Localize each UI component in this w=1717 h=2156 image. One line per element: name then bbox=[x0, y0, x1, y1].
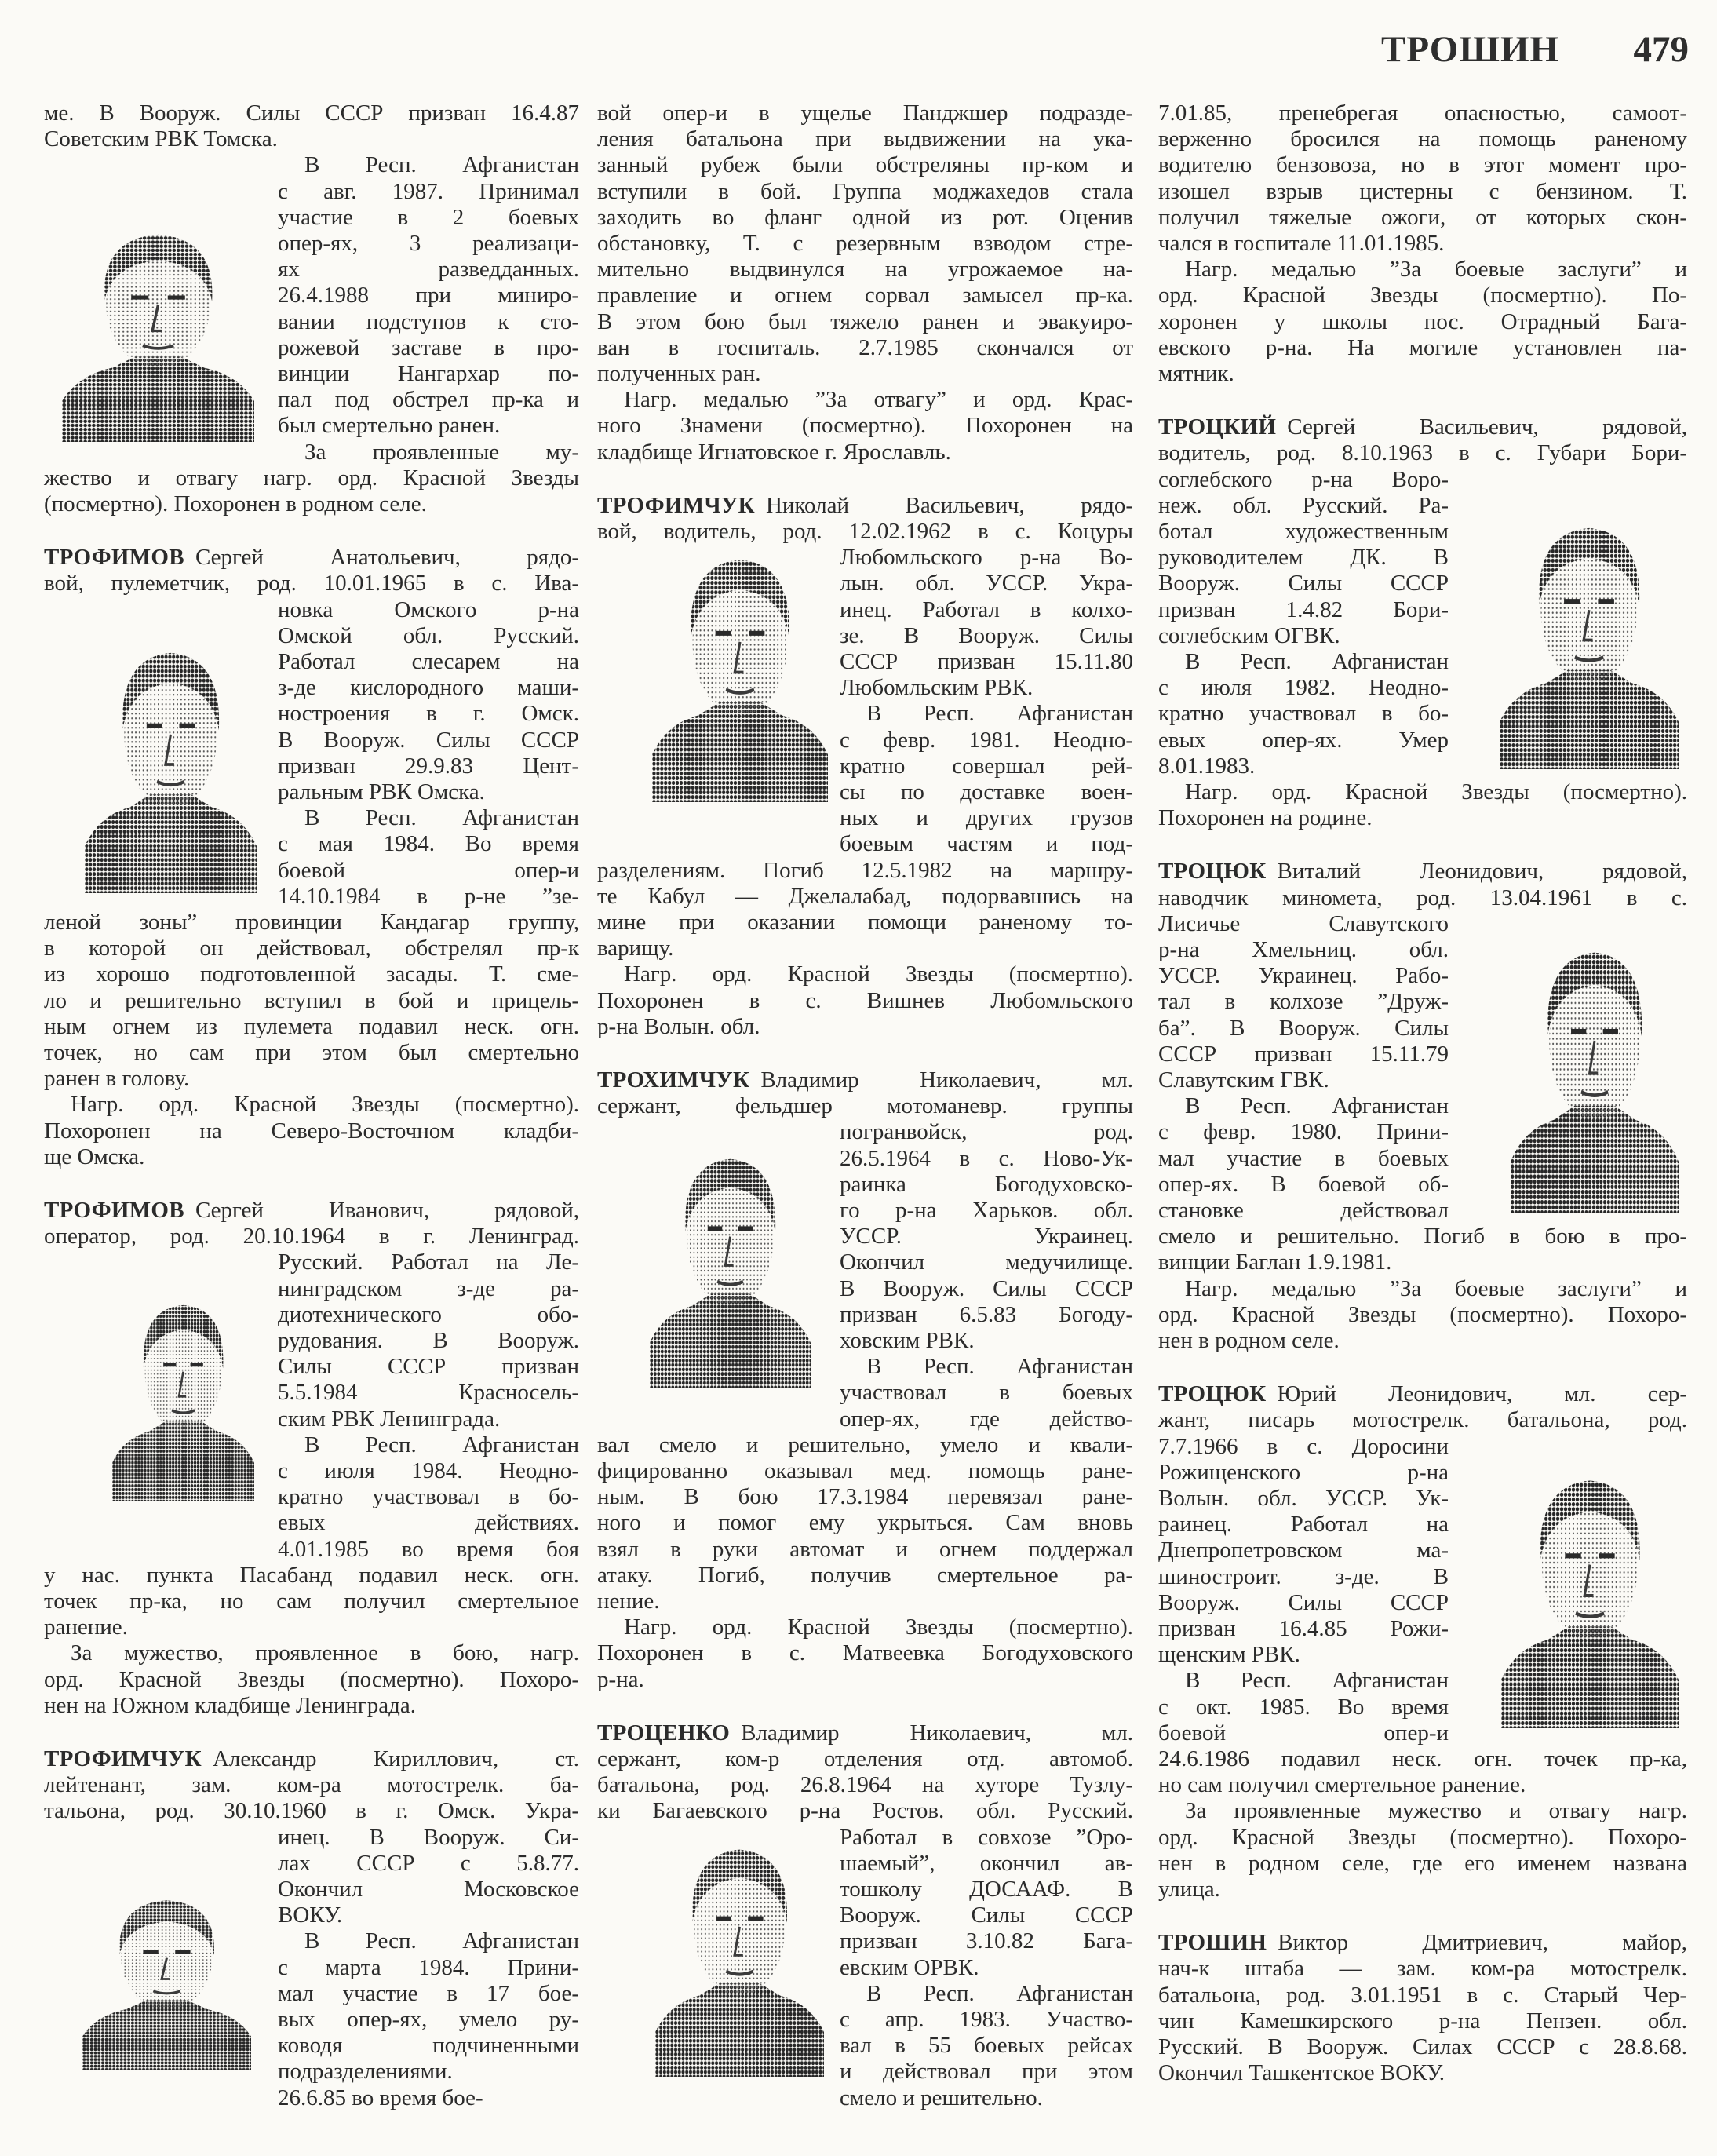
text-line: раинка Богодуховско- bbox=[840, 1171, 1133, 1197]
text-line: 26.4.1988 при миниро- bbox=[278, 283, 579, 308]
text-line: В Вооруж. Силы СССР bbox=[840, 1275, 1133, 1301]
text-line: вых опер-ях, умело ру- bbox=[278, 2007, 579, 2032]
text-line: соглебского р-на Воро- bbox=[1158, 466, 1449, 492]
text-line: улица. bbox=[1158, 1877, 1220, 1902]
text-line: 24.6.1986 подавил неск. огн. точек пр-ка, bbox=[1158, 1746, 1687, 1771]
text-line: шаемый”, окончил ав- bbox=[840, 1850, 1133, 1876]
entry-heading-line bbox=[597, 1720, 1133, 1746]
text-line: инец. Работал в колхо- bbox=[840, 596, 1133, 622]
text-line: 8.01.1983. bbox=[1158, 753, 1256, 779]
word: рядовой, bbox=[1602, 859, 1687, 885]
text-line: рожевой заставе в про- bbox=[278, 334, 579, 360]
text-line: те Кабул — Джелалабад, подорвавшись на bbox=[597, 883, 1133, 909]
entry-surname: ТРОЦЮК bbox=[1158, 1381, 1267, 1407]
word: Леонидович, bbox=[1388, 1381, 1513, 1407]
text-line: Днепропетровском ма- bbox=[1158, 1538, 1449, 1563]
text-line: евским ОРВК. bbox=[840, 1954, 979, 1980]
text-line: инец. В Вооруж. Си- bbox=[278, 1824, 579, 1850]
text-line: лын. обл. УССР. Укра- bbox=[840, 571, 1133, 596]
text-line: ным огнем из пулемета подавил неск. огн. bbox=[44, 1013, 579, 1039]
text-line: занный рубеж были обстреляны пр-ком и bbox=[597, 152, 1133, 178]
word: Сергей bbox=[1287, 414, 1356, 440]
text-line: ме. В Вооруж. Силы СССР призван 16.4.87 bbox=[44, 100, 579, 126]
word: Сергей bbox=[195, 1198, 264, 1223]
text-line: Нагр. медалью ”За отвагу” и орд. Крас- bbox=[624, 387, 1133, 413]
word: сер- bbox=[1647, 1381, 1687, 1407]
text-line: получил тяжелые ожоги, от которых скон- bbox=[1158, 204, 1687, 230]
text-line: опер-ях, 3 реализаци- bbox=[278, 231, 579, 256]
text-line: с марта 1984. Прини- bbox=[278, 1954, 579, 1980]
portrait-photo bbox=[1511, 934, 1679, 1213]
text-line: с июля 1984. Неодно- bbox=[278, 1458, 579, 1483]
text-line: ления батальона при выдвижении на ука- bbox=[597, 126, 1133, 152]
text-line: кратно участвовал в бо- bbox=[1158, 701, 1449, 727]
text-line: СССР призван 15.11.80 bbox=[840, 649, 1133, 674]
text-line: Силы СССР призван bbox=[278, 1354, 579, 1380]
text-line: Похоронен на родине. bbox=[1158, 805, 1373, 831]
text-line: орд. Красной Звезды (посмертно). По- bbox=[1158, 283, 1687, 308]
text-line: Похоронен в с. Матвеевка Богодуховского bbox=[597, 1640, 1133, 1666]
text-line: ях разведданных. bbox=[278, 257, 579, 283]
text-line: участвовал в боевых bbox=[840, 1380, 1133, 1406]
text-line: и действовал при этом bbox=[840, 2059, 1133, 2085]
word: Виктор bbox=[1278, 1930, 1349, 1956]
text-line: го р-на Харьков. обл. bbox=[840, 1198, 1133, 1223]
text-line: нение. bbox=[597, 1589, 660, 1614]
text-line: хоронен у школы пос. Отрадный Бага- bbox=[1158, 308, 1687, 334]
text-line: вал в 55 боевых рейсах bbox=[840, 2033, 1133, 2059]
text-line: орд. Красной Звезды (посмертно). Похоро- bbox=[1158, 1301, 1687, 1327]
entry-text bbox=[741, 1720, 1133, 1746]
word: Юрий bbox=[1277, 1381, 1336, 1407]
text-line: УССР. Украинец. Рабо- bbox=[1158, 963, 1449, 989]
entry-heading-line bbox=[597, 1067, 1133, 1093]
text-line: За проявленные мужество и отвагу нагр. bbox=[1185, 1798, 1687, 1824]
text-line: Окончил Московское bbox=[278, 1877, 579, 1902]
text-line: жант, писарь мотострелк. батальона, род. bbox=[1158, 1407, 1687, 1433]
text-line: В Респ. Афганистан bbox=[1185, 649, 1449, 674]
text-line: соглебским ОГВК. bbox=[1158, 622, 1340, 648]
text-line: ностроения в г. Омск. bbox=[278, 701, 579, 727]
text-line: Нагр. орд. Красной Звезды (посмертно). bbox=[624, 1614, 1133, 1640]
text-line: В Респ. Афганистан bbox=[1185, 1093, 1449, 1119]
entry-heading-line bbox=[1158, 1381, 1687, 1407]
text-line: винции Баглан 1.9.1981. bbox=[1158, 1249, 1392, 1275]
entry-text bbox=[1278, 1930, 1687, 1956]
word: Анатольевич, bbox=[330, 545, 461, 571]
text-line: боевой опер-и bbox=[1158, 1720, 1449, 1746]
portrait-photo bbox=[112, 1291, 254, 1501]
text-line: смело и решительно. Погиб в бою в про- bbox=[1158, 1224, 1687, 1249]
text-line: Русский. В Вооруж. Силах СССР с 28.8.68. bbox=[1158, 2034, 1687, 2059]
text-line: нач-к штаба — зам. ком-ра мотострелк. bbox=[1158, 1956, 1687, 1982]
word: Васильевич, bbox=[1419, 414, 1539, 440]
text-line: Советским РВК Томска. bbox=[44, 126, 278, 152]
text-line: Любомльским РВК. bbox=[840, 675, 1033, 701]
text-line: орд. Красной Звезды (посмертно). Похоро- bbox=[1158, 1824, 1687, 1850]
text-line: 4.01.1985 во время боя bbox=[278, 1536, 579, 1562]
word: Виталий bbox=[1277, 859, 1362, 885]
portrait-photo bbox=[652, 542, 828, 802]
text-line: неж. обл. Русский. Ра- bbox=[1158, 492, 1449, 518]
entry-heading-line bbox=[44, 1198, 579, 1224]
text-line: УССР. Украинец. bbox=[840, 1224, 1133, 1249]
text-line: ботал художественным bbox=[1158, 519, 1449, 544]
text-line: с февр. 1980. Прини- bbox=[1158, 1119, 1449, 1145]
text-line: За проявленные му- bbox=[304, 439, 579, 465]
entry-surname: ТРОФИМЧУК bbox=[44, 1746, 202, 1771]
text-line: СССР призван 15.11.79 bbox=[1158, 1041, 1449, 1067]
text-line: лейтенант, зам. ком-ра мотострелк. ба- bbox=[44, 1772, 579, 1798]
text-line: правление и огнем сорвал замысел пр-ка. bbox=[597, 283, 1133, 308]
text-line: вой опер-и в ущелье Панджшер подразде- bbox=[597, 100, 1133, 126]
text-line: подразделениями. bbox=[278, 2059, 453, 2085]
text-line: заходить во фланг одной из рот. Оценив bbox=[597, 204, 1133, 230]
text-line: ки Багаевского р-на Ростов. обл. Русский. bbox=[597, 1798, 1133, 1824]
text-line: боевой опер-и bbox=[278, 857, 579, 883]
entry-heading-line bbox=[1158, 414, 1687, 440]
text-line: Рожищенского р-на bbox=[1158, 1459, 1449, 1485]
text-line: В этом бою был тяжело ранен и эвакуиро- bbox=[597, 308, 1133, 334]
text-line: оператор, род. 20.10.1964 в г. Ленинград. bbox=[44, 1224, 579, 1249]
text-line: но сам получил смертельное ранение. bbox=[1158, 1772, 1526, 1798]
text-line: фицированно оказывал мед. помощь ране- bbox=[597, 1458, 1133, 1483]
text-line: ководя подчиненными bbox=[278, 2033, 579, 2059]
entry-text bbox=[195, 1198, 579, 1224]
word: Николай bbox=[765, 492, 849, 518]
text-line: мал участие в боевых bbox=[1158, 1145, 1449, 1171]
text-line: с мая 1984. Во время bbox=[278, 831, 579, 857]
entry-surname: ТРОЦЮК bbox=[1158, 859, 1267, 885]
text-line: ральным РВК Омска. bbox=[278, 779, 485, 804]
text-line: ных и других грузов bbox=[840, 805, 1133, 831]
portrait-photo bbox=[82, 1888, 251, 2070]
text-line: В Вооруж. Силы СССР bbox=[278, 727, 579, 753]
entry-surname: ТРОФИМОВ bbox=[44, 545, 184, 571]
text-line: Волын. обл. УССР. Ук- bbox=[1158, 1486, 1449, 1511]
text-line: ло и решительно вступил в бой и прицель- bbox=[44, 987, 579, 1013]
text-line: полученных ран. bbox=[597, 361, 761, 386]
word: мл. bbox=[1101, 1720, 1133, 1746]
portrait-photo bbox=[1500, 511, 1679, 769]
text-line: щенским РВК. bbox=[1158, 1642, 1300, 1668]
text-line: Русский. Работал на Ле- bbox=[278, 1249, 579, 1275]
text-line: В Респ. Афганистан bbox=[866, 1354, 1133, 1380]
text-line: точек пр-ка, но сам получил смертельное bbox=[44, 1589, 579, 1614]
text-line: зе. В Вооруж. Силы bbox=[840, 622, 1133, 648]
text-line: вании подступов к сто- bbox=[278, 308, 579, 334]
text-line: кладбище Игнатовское г. Ярославль. bbox=[597, 439, 951, 465]
text-line: Окончил Ташкентское ВОКУ. bbox=[1158, 2060, 1445, 2086]
portrait-photo bbox=[655, 1833, 824, 2077]
text-line: нинградском з-де ра- bbox=[278, 1275, 579, 1301]
text-line: наводчик миномета, род. 13.04.1961 в с. bbox=[1158, 885, 1687, 910]
text-line: мал участие в 17 бое- bbox=[278, 1980, 579, 2006]
text-line: В Респ. Афганистан bbox=[304, 805, 579, 831]
text-line: Вооруж. Силы СССР bbox=[1158, 1589, 1449, 1615]
text-line: ранен в голову. bbox=[44, 1066, 190, 1092]
entry-text bbox=[766, 493, 1133, 519]
portrait-photo bbox=[1501, 1463, 1679, 1728]
text-line: вал смело и решительно, умело и квали- bbox=[597, 1432, 1133, 1457]
text-line: Вооруж. Силы СССР bbox=[840, 1902, 1133, 1928]
text-line: призван 29.9.83 Цент- bbox=[278, 753, 579, 779]
text-line: был смертельно ранен. bbox=[278, 413, 501, 439]
entry-surname: ТРОЦЕНКО bbox=[597, 1720, 731, 1746]
entry-text bbox=[760, 1067, 1133, 1093]
entry-surname: ТРОЦКИЙ bbox=[1158, 414, 1277, 440]
entry-surname: ТРОФИМЧУК bbox=[597, 492, 755, 518]
word: Александр bbox=[212, 1746, 317, 1771]
text-line: тал в колхозе ”Друж- bbox=[1158, 989, 1449, 1015]
word: майор, bbox=[1622, 1930, 1687, 1956]
word: Николаевич, bbox=[920, 1067, 1041, 1093]
text-line: Нагр. медалью ”За боевые заслуги” и bbox=[1185, 257, 1687, 283]
text-line: В Респ. Афганистан bbox=[866, 701, 1133, 727]
text-line: точек, но сам при этом был смертельно bbox=[44, 1040, 579, 1065]
text-line: Работал слесарем на bbox=[278, 649, 579, 674]
portrait-photo bbox=[62, 220, 254, 442]
text-line: нен на Южном кладбище Ленинграда. bbox=[44, 1692, 417, 1718]
text-line: разделениям. Погиб 12.5.1982 на маршру- bbox=[597, 857, 1133, 883]
text-line: кратно участвовал в бо- bbox=[278, 1484, 579, 1510]
text-line: кратно совершал рей- bbox=[840, 753, 1133, 779]
text-line: Омской обл. Русский. bbox=[278, 622, 579, 648]
text-line: вступили в бой. Группа моджахедов стала bbox=[597, 178, 1133, 204]
entry-surname: ТРОФИМОВ bbox=[44, 1198, 184, 1223]
text-line: В Респ. Афганистан bbox=[304, 152, 579, 178]
text-line: чался в госпитале 11.01.1985. bbox=[1158, 231, 1445, 256]
text-line: призван 16.4.85 Рожи- bbox=[1158, 1616, 1449, 1641]
entry-heading-line bbox=[1158, 859, 1687, 885]
text-line: ным. В бою 17.3.1984 перевязал ране- bbox=[597, 1484, 1133, 1510]
entry-surname: ТРОХИМЧУК bbox=[597, 1067, 750, 1093]
text-line: ван в госпиталь. 2.7.1985 скончался от bbox=[597, 334, 1133, 360]
text-line: руководителем ДК. В bbox=[1158, 545, 1449, 571]
text-line: раинец. Работал на bbox=[1158, 1512, 1449, 1538]
text-line: ранение. bbox=[44, 1614, 128, 1640]
text-line: В Респ. Афганистан bbox=[866, 1980, 1133, 2006]
text-line: диотехнического обо- bbox=[278, 1301, 579, 1327]
text-line: сержант, фельдшер мотоманевр. группы bbox=[597, 1093, 1133, 1119]
text-line: Похоронен на Северо-Восточном кладби- bbox=[44, 1118, 579, 1144]
text-line: с окт. 1985. Во время bbox=[1158, 1694, 1449, 1720]
text-line: ВОКУ. bbox=[278, 1902, 343, 1928]
text-line: Славутским ГВК. bbox=[1158, 1067, 1329, 1093]
text-line: За мужество, проявленное в бою, нагр. bbox=[71, 1640, 579, 1666]
word: Николаевич, bbox=[910, 1720, 1031, 1746]
word: Владимир bbox=[760, 1067, 859, 1093]
entry-text bbox=[1277, 859, 1687, 885]
entry-heading-line bbox=[597, 493, 1133, 519]
text-line: нен в родном селе. bbox=[1158, 1328, 1340, 1353]
text-line: вой, водитель, род. 12.02.1962 в с. Коцуры bbox=[597, 519, 1133, 544]
text-line: вой, пулеметчик, род. 10.01.1965 в с. Ива- bbox=[44, 571, 579, 596]
text-line: р-на Хмельниц. обл. bbox=[1158, 937, 1449, 962]
text-line: винции Нангархар по- bbox=[278, 361, 579, 386]
text-line: смело и решительно. bbox=[840, 2085, 1043, 2110]
portrait-photo bbox=[85, 636, 257, 893]
text-line: евского р-на. На могиле установлен па- bbox=[1158, 334, 1687, 360]
text-line: Любомльского р-на Во- bbox=[840, 545, 1133, 571]
text-line: р-на Волын. обл. bbox=[597, 1013, 760, 1039]
text-line: водитель, род. 8.10.1963 в с. Губари Бори- bbox=[1158, 440, 1687, 466]
text-line: шиностроит. з-де. В bbox=[1158, 1563, 1449, 1589]
text-line: леной зоны” провинции Кандагар группу, bbox=[44, 910, 579, 935]
word: рядовой, bbox=[494, 1198, 579, 1223]
text-line: призван 6.5.83 Богоду- bbox=[840, 1301, 1133, 1327]
text-line: В Респ. Афганистан bbox=[304, 1928, 579, 1954]
text-line: ще Омска. bbox=[44, 1144, 145, 1169]
text-line: чин Камешкирского р-на Пензен. обл. bbox=[1158, 2008, 1687, 2034]
text-line: з-де кислородного маши- bbox=[278, 675, 579, 701]
text-line: сы по доставке воен- bbox=[840, 779, 1133, 804]
text-line: из хорошо подготовленной засады. Т. сме- bbox=[44, 961, 579, 987]
text-line: Нагр. медалью ”За боевые заслуги” и bbox=[1185, 1275, 1687, 1301]
text-line: батальона, род. 26.8.1964 на хуторе Тузлу- bbox=[597, 1772, 1133, 1798]
text-line: новка Омского р-на bbox=[278, 596, 579, 622]
text-line: водителю бензовоза, но в этот момент про- bbox=[1158, 152, 1687, 178]
text-line: с апр. 1983. Участво- bbox=[840, 2007, 1133, 2032]
word: рядовой, bbox=[1602, 414, 1687, 440]
word: Иванович, bbox=[328, 1198, 430, 1223]
text-line: лах СССР с 5.8.77. bbox=[278, 1850, 579, 1876]
text-line: верженно бросился на помощь раненому bbox=[1158, 126, 1687, 152]
text-line: В Респ. Афганистан bbox=[304, 1432, 579, 1457]
text-line: 7.7.1966 в с. Доросини bbox=[1158, 1433, 1449, 1459]
text-line: призван 3.10.82 Бага- bbox=[840, 1928, 1133, 1954]
text-line: Вооруж. Силы СССР bbox=[1158, 571, 1449, 596]
text-line: опер-ях, где действо- bbox=[840, 1406, 1133, 1432]
text-line: нен в родном селе, где его именем названа bbox=[1158, 1850, 1687, 1876]
text-line: с июля 1982. Неодно- bbox=[1158, 675, 1449, 701]
word: Владимир bbox=[741, 1720, 840, 1746]
word: мл. bbox=[1564, 1381, 1596, 1407]
text-line: Нагр. орд. Красной Звезды (посмертно). bbox=[1185, 779, 1687, 804]
text-line: рудования. В Вооруж. bbox=[278, 1328, 579, 1353]
text-line: батальона, род. 3.01.1951 в с. Старый Чер- bbox=[1158, 1982, 1687, 2008]
text-line: 26.6.85 во время бое- bbox=[278, 2085, 483, 2110]
text-line: Работал в совхозе ”Оро- bbox=[840, 1824, 1133, 1850]
text-line: обстановку, Т. с резервным взводом стре- bbox=[597, 231, 1133, 256]
text-line: взял в руки автомат и огнем поддержал bbox=[597, 1536, 1133, 1562]
text-line: 7.01.85, пренебрегая опасностью, самоот- bbox=[1158, 100, 1687, 126]
word: мл. bbox=[1101, 1067, 1133, 1093]
text-line: мятник. bbox=[1158, 361, 1234, 386]
text-line: р-на. bbox=[597, 1666, 644, 1692]
running-head bbox=[1365, 28, 1689, 72]
word: Кириллович, bbox=[373, 1746, 499, 1771]
text-line: опер-ях. В боевой об- bbox=[1158, 1171, 1449, 1197]
text-line: тальона, род. 30.10.1960 в г. Омск. Укра- bbox=[44, 1798, 579, 1824]
text-line: призван 1.4.82 Бори- bbox=[1158, 596, 1449, 622]
text-line: ховским РВК. bbox=[840, 1328, 975, 1353]
entry-heading-line bbox=[1158, 1930, 1687, 1956]
word: Дмитриевич, bbox=[1422, 1930, 1548, 1956]
text-line: жество и отвагу нагр. орд. Красной Звезды bbox=[44, 465, 579, 491]
text-line: Нагр. орд. Красной Звезды (посмертно). bbox=[624, 961, 1133, 987]
text-line: мине при оказании помощи раненому то- bbox=[597, 910, 1133, 935]
word: ст. bbox=[555, 1746, 579, 1771]
text-line: с февр. 1981. Неодно- bbox=[840, 727, 1133, 753]
text-line: мительно выдвинулся на угрожаемое на- bbox=[597, 257, 1133, 283]
text-line: В Респ. Афганистан bbox=[1185, 1668, 1449, 1694]
text-line: сержант, ком-р отделения отд. автомоб. bbox=[597, 1746, 1133, 1771]
entry-text bbox=[213, 1746, 579, 1772]
text-line: евых опер-ях. Умер bbox=[1158, 727, 1449, 753]
portrait-photo bbox=[650, 1143, 811, 1388]
entry-surname: ТРОШИН bbox=[1158, 1930, 1267, 1956]
text-line: ба”. В Вооруж. Силы bbox=[1158, 1015, 1449, 1041]
text-line: атаку. Погиб, получив смертельное ра- bbox=[597, 1562, 1133, 1588]
text-line: 5.5.1984 Красносель- bbox=[278, 1380, 579, 1406]
text-line: пал под обстрел пр-ка и bbox=[278, 387, 579, 413]
text-line: Окончил медучилище. bbox=[840, 1249, 1133, 1275]
word: рядо- bbox=[527, 545, 579, 571]
entry-text bbox=[195, 545, 579, 571]
text-line: Нагр. орд. Красной Звезды (посмертно). bbox=[71, 1092, 579, 1118]
text-line: у нас. пункта Пасабанд подавил неск. огн. bbox=[44, 1562, 579, 1588]
text-line: Похоронен в с. Вишнев Любомльского bbox=[597, 987, 1133, 1013]
text-line: орд. Красной Звезды (посмертно). Похоро- bbox=[44, 1666, 579, 1692]
text-line: 26.5.1964 в с. Ново-Ук- bbox=[840, 1145, 1133, 1171]
running-title: ТРОШИН bbox=[1381, 29, 1560, 70]
word: Сергей bbox=[195, 545, 264, 571]
text-line: с авг. 1987. Принимал bbox=[278, 178, 579, 204]
text-line: ного и помог ему укрыться. Сам вновь bbox=[597, 1510, 1133, 1536]
text-line: становке действовал bbox=[1158, 1198, 1449, 1223]
entry-text bbox=[1287, 414, 1687, 440]
text-line: ским РВК Ленинграда. bbox=[278, 1406, 501, 1432]
entry-text bbox=[1277, 1381, 1687, 1407]
word: рядо- bbox=[1081, 492, 1133, 518]
text-line: в которой он действовал, обстрелял пр-к bbox=[44, 936, 579, 961]
entry-heading-line bbox=[44, 1746, 579, 1772]
text-line: погранвойск, род. bbox=[840, 1119, 1133, 1145]
text-line: варищу. bbox=[597, 936, 674, 961]
text-line: евых действиях. bbox=[278, 1510, 579, 1536]
word: Васильевич, bbox=[905, 492, 1025, 518]
page-number: 479 bbox=[1633, 29, 1689, 70]
text-line: изошел взрыв цистерны с бензином. Т. bbox=[1158, 178, 1687, 204]
text-line: боевым частям и под- bbox=[840, 831, 1133, 857]
text-line: Лисичье Славутского bbox=[1158, 910, 1449, 936]
text-line: ного Знамени (посмертно). Похоронен на bbox=[597, 413, 1133, 439]
entry-heading-line bbox=[44, 545, 579, 571]
text-line: участие в 2 боевых bbox=[278, 204, 579, 230]
text-line: 14.10.1984 в р-не ”зе- bbox=[278, 883, 579, 909]
word: Леонидович, bbox=[1419, 859, 1544, 885]
text-line: тошколу ДОСААФ. В bbox=[840, 1877, 1133, 1902]
text-line: (посмертно). Похоронен в родном селе. bbox=[44, 491, 427, 516]
